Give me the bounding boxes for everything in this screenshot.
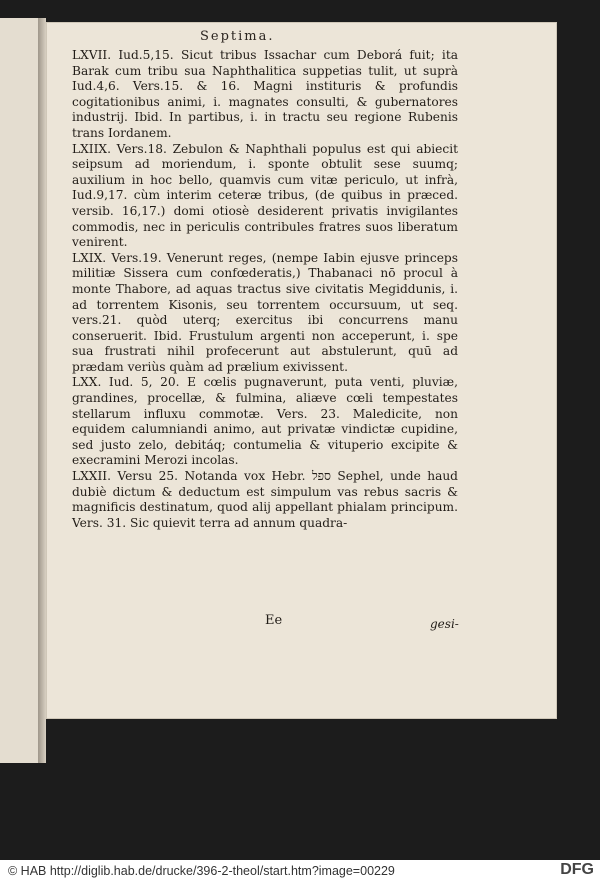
- catchword: gesi-: [430, 617, 459, 631]
- paragraph-lxiix: LXIIX. Vers.18. Zebulon & Naphthali populus est qui abiecit seipsum ad moriendum, i. sponte obtulit sese suumq; auxilium in hoc bello, quamvis cum vitæ periculo, ut infrà, Iud.9,17. cùm interim ceteræ tribus, (de quibus in præced. versib. 16,17.) domi otiosè desiderent privatis invigilantes commodis, nec in periculis contribules fratres suos liberatum venirent.: [72, 141, 458, 250]
- left-page-edge: [0, 18, 40, 763]
- attribution-link[interactable]: © HAB http://diglib.hab.de/drucke/396-2-theol/start.htm?image=00229: [8, 863, 395, 878]
- paragraph-lxvii: LXVII. Iud.5,15. Sicut tribus Issachar cum Deborá fuit; ita Barak cum tribu sua Naphthalitica suppetias tulit, ut suprà Iud.4,6. Vers.15. & 16. Magni instituris & profundis cogitationibus animi, i. magnates consulti, & gubernatores industrij. Ibid. In partibus, i. in tractu seu regione Rubenis trans Iordanem.: [72, 48, 458, 140]
- paragraph-lxx: LXX. Iud. 5, 20. E cœlis pugnaverunt, puta venti, pluviæ, grandines, procellæ, & fulmina, aliæve cœli tempestates stellarum influxu commotæ. Vers. 23. Maledicite, non equidem calumniandi animo, aut privatæ vindictæ cupidine, sed justo zelo, debitáq; contumelia & vituperio excipite & execramini Merozi incolas.: [72, 375, 458, 468]
- page-text: [72, 48, 458, 531]
- dfg-logo: DFG: [560, 861, 594, 878]
- signature-mark: Ee: [265, 613, 283, 628]
- paragraph-lxxii: LXXII. Versu 25. Notanda vox Hebr. ספל Sephel, unde haud dubiè dictum & deductum est simpulum vas rebus sacris & magnificis destinatum, quod alij appellant phialam principum. Vers. 31. Sic quievit terra ad annum quadra-: [72, 469, 458, 530]
- book-gutter: [38, 18, 46, 763]
- viewer-footer: [0, 860, 600, 881]
- paragraph-lxix: LXIX. Vers.19. Venerunt reges, (nempe Iabin ejusve princeps militiæ Sissera cum confœderatis,) Thabanaci nō procul à monte Thabore, ad aquas tractus sive civitatis Megiddunis, i. ad torrentem Kisonis, seu torrentem occursuum, ut seq. vers.21. quòd uterq; exercitus ibi concurrens manu conseruerit. Ibid. Frustulum argenti non acceperunt, i. spe sua frustrati nihil profecerunt aut abstulerunt, quū ad prædam veriùs quàm ad prælium exivissent.: [72, 250, 458, 374]
- running-header: Septima.: [200, 29, 275, 44]
